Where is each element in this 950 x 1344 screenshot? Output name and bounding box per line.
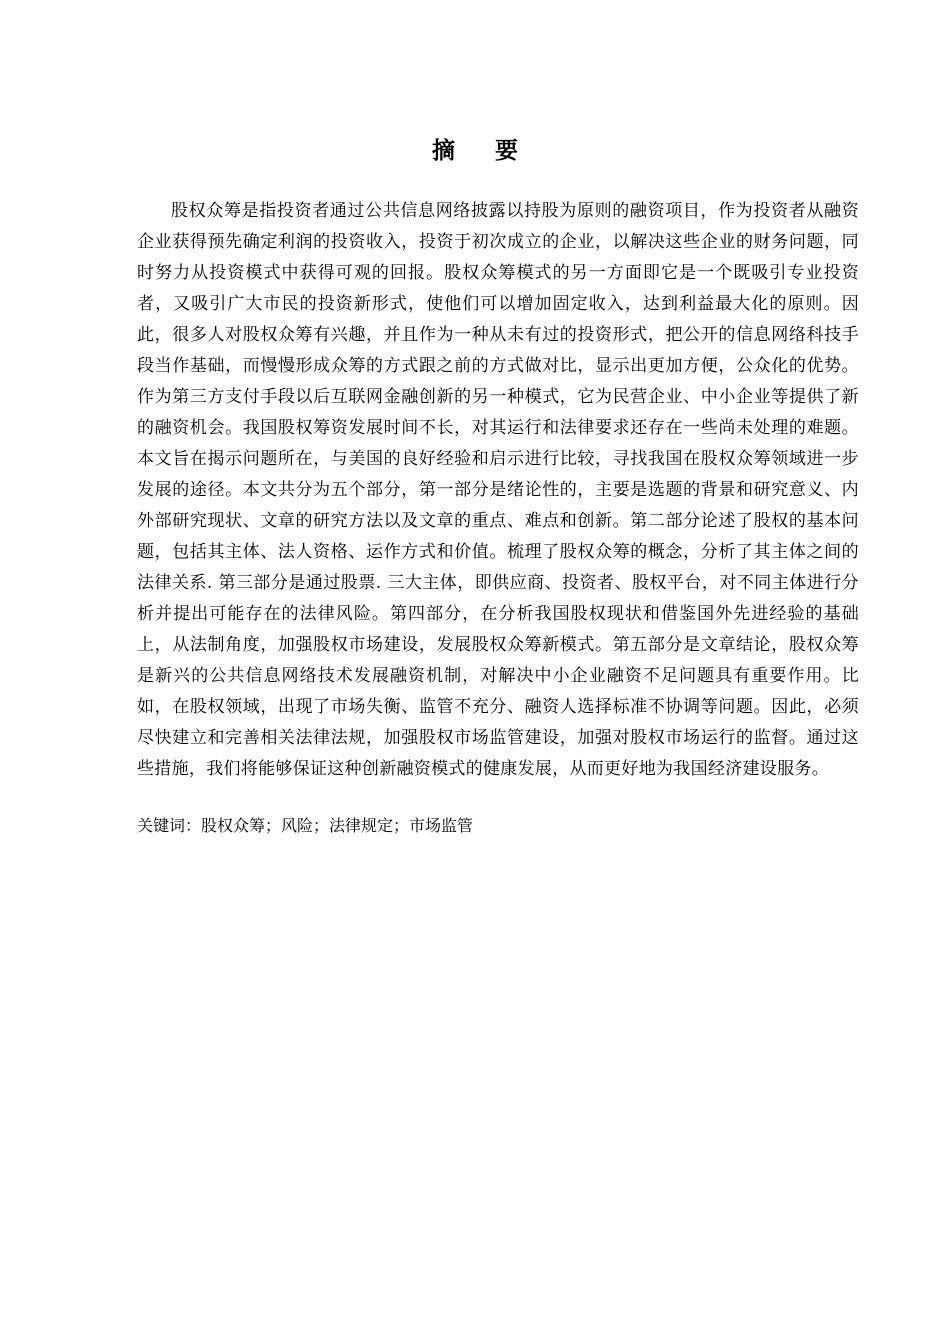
keywords-line: 关键词：股权众筹；风险；法律规定；市场监管 <box>137 816 474 835</box>
abstract-body: 股权众筹是指投资者通过公共信息网络披露以持股为原则的融资项目，作为投资者从融资企业获得预先确定利润的投资收入，投资于初次成立的企业，以解决这些企业的财务问题，同时努力从投资模式中获得可观的回报。股权众筹模式的另一方面即它是一个既吸引专业投资者，又吸引广大市民的投资新形式，使他们可以增加固定收入，达到利益最大化的原则。因此，很多人对股权众筹有兴趣，并且作为一种从未有过的投资形式，把公开的信息网络科技手段当作基础，而慢慢形成众筹的方式跟之前的方式做对比，显示出更加方便，公众化的优势。作为第三方支付手段以后互联网金融创新的另一种模式，它为民营企业、中小企业等提供了新的融资机会。我国股权筹资发展时间不长，对其运行和法律要求还存在一些尚未处理的难题。本文旨在揭示问题所在，与美国的良好经验和启示进行比较，寻找我国在股权众筹领域进一步发展的途径。本文共分为五个部分，第一部分是绪论性的，主要是选题的背景和研究意义、内外部研究现状、文章的研究方法以及文章的重点、难点和创新。第二部分论述了股权的基本问题，包括其主体、法人资格、运作方式和价值。梳理了股权众筹的概念，分析了其主体之间的法律关系. 第三部分是通过股票. 三大主体，即供应商、投资者、股权平台，对不同主体进行分析并提出可能存在的法律风险。第四部分，在分析我国股权现状和借鉴国外先进经验的基础上，从法制角度，加强股权市场建设，发展股权众筹新模式。第五部分是文章结论，股权众筹是新兴的公共信息网络技术发展融资机制，对解决中小企业融资不足问题具有重要作用。比如，在股权领域，出现了市场失衡、监管不充分、融资人选择标准不协调等问题。因此，必须尽快建立和完善相关法律法规，加强股权市场监管建设，加强对股权市场运行的监督。通过这些措施，我们将能够保证这种创新融资模式的健康发展，从而更好地为我国经济建设服务。 <box>137 201 859 779</box>
abstract-title: 摘 要 <box>431 137 534 164</box>
